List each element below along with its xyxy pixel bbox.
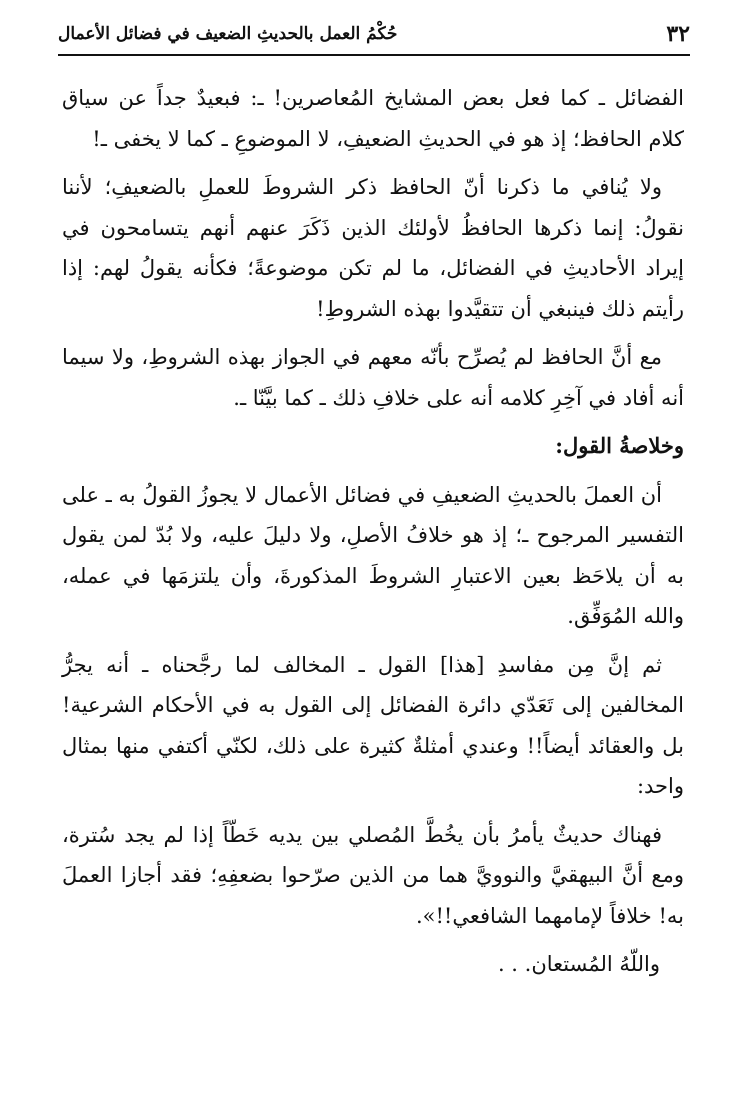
- paragraph-hafiz-position: مع أنَّ الحافظ لم يُصرِّح بأنّه معهم في الجواز بهذه الشروطِ، ولا سيما أنه أفاد في آخِرِ كلامه أنه على خلافِ ذلك ـ كما بيَّنّا ـ.: [62, 345, 684, 410]
- running-title: حُكْمُ العمل بالحديثِ الضعيف في فضائل الأعمال: [58, 24, 398, 44]
- closing-line: واللّهُ المُستعان. . .: [497, 952, 660, 976]
- paragraph-summary: أن العملَ بالحديثِ الضعيفِ في فضائل الأعمال لا يجوزُ القولُ به ـ على التفسير المرجوح ـ؛ إذ هو خلافُ الأصلِ، ولا دليلَ عليه، ولا بُدّ لمن يقول به أن يلاحَظ بعين الاعتبارِ الشروطَ المذكورةَ، وأن يلتزمَها في عمله، والله المُوَفِّق.: [62, 482, 684, 628]
- page-body: [62, 78, 684, 985]
- section-heading-summary: وخلاصةُ القول:: [555, 433, 684, 458]
- paragraph-continuation: الفضائل ـ كما فعل بعض المشايخ المُعاصرين! ـ: فبعيدٌ جداً عن سياق كلام الحافظ؛ إذ هو في الحديثِ الضعيفِ، لا الموضوعِ ـ كما لا يخفى ـ!: [62, 86, 684, 151]
- page-number: ٣٢: [666, 21, 690, 47]
- paragraph-harms: ثم إنَّ مِن مفاسدِ [هذا] القول ـ المخالف لما رجَّحناه ـ أنه يجرُّ المخالفين إلى تَعَدّي دائرة الفضائل إلى القول به في الأحكام الشرعية! بل والعقائد أيضاً!! وعندي أمثلةٌ كثيرة على ذلك، لكنّي أكتفي منها بمثال واحد:: [62, 652, 684, 798]
- running-header: [58, 18, 690, 56]
- paragraph-no-contradiction: ولا يُنافي ما ذكرنا أنّ الحافظ ذكر الشروطَ للعملِ بالضعيفِ؛ لأننا نقولُ: إنما ذكرها الحافظُ لأولئك الذين ذَكَرَ عنهم أنهم يتسامحون في إيراد الأحاديثِ في الفضائل، ما لم تكن موضوعةً؛ فكأنه يقولُ لهم: إذا رأيتم ذلك فينبغي أن تتقيَّدوا بهذه الشروطِ!: [62, 175, 684, 321]
- paragraph-example: فهناك حديثٌ يأمرُ بأن يخُطَّ المُصلي بين يديه خَطّاً إذا لم يجد سُترة، ومع أنَّ البيهقيَّ والنوويَّ هما من الذين صرّحوا بضعفِهِ؛ فقد أجازا العملَ به! خلافاً لإمامهما الشافعي!!».: [62, 822, 684, 928]
